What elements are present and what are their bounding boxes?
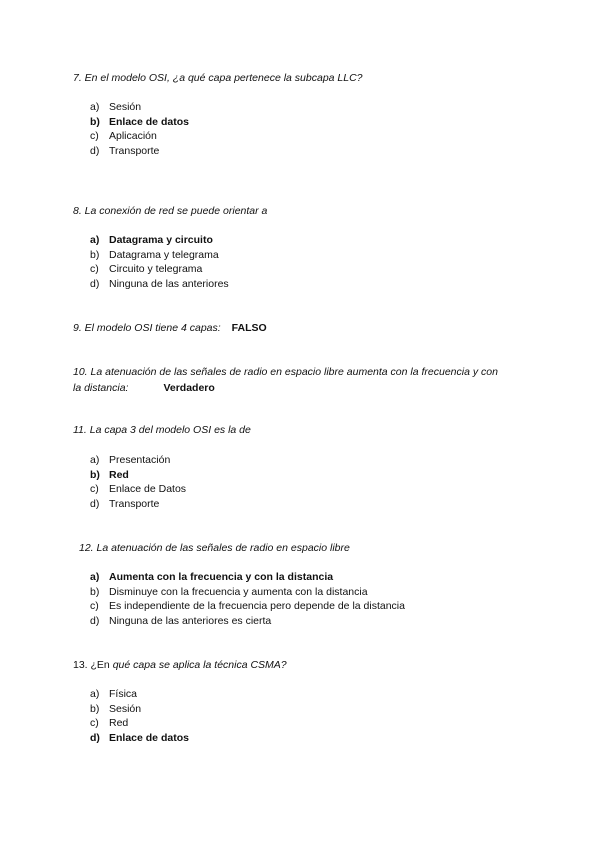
option-7d: d) Transporte bbox=[90, 145, 160, 158]
option-12a: a) Aumenta con la frecuencia y con la distancia bbox=[90, 571, 334, 583]
question-13-prefix: 13. ¿En bbox=[73, 659, 110, 671]
question-13-text: qué capa se aplica la técnica CSMA? bbox=[112, 659, 287, 671]
option-8c: c) Circuito y telegrama bbox=[90, 263, 203, 276]
option-13d: d) Enlace de datos bbox=[90, 732, 189, 745]
question-12-text: 12. La atenuación de las señales de radio en espacio libre bbox=[79, 542, 350, 554]
question-9-answer: FALSO bbox=[231, 322, 267, 334]
question-9-text: 9. El modelo OSI tiene 4 capas: bbox=[73, 322, 221, 334]
question-7-text: 7. En el modelo OSI, ¿a qué capa pertenece la subcapa LLC? bbox=[73, 72, 363, 84]
option-8d: d) Ninguna de las anteriores bbox=[90, 278, 229, 291]
question-7-options bbox=[90, 100, 189, 159]
question-10 bbox=[73, 364, 498, 396]
question-13-options bbox=[90, 687, 189, 746]
question-11-text: 11. La capa 3 del modelo OSI es la de bbox=[73, 424, 251, 436]
question-8-options bbox=[90, 233, 229, 292]
option-13b: b) Sesión bbox=[90, 702, 142, 715]
question-7 bbox=[73, 70, 363, 86]
option-11c: c) Enlace de Datos bbox=[90, 483, 187, 496]
option-12b: b) Disminuye con la frecuencia y aumenta con la distancia bbox=[90, 585, 368, 598]
question-12 bbox=[79, 540, 350, 556]
question-8 bbox=[73, 203, 267, 219]
option-13c: c) Red bbox=[90, 717, 129, 730]
question-11-options bbox=[90, 453, 186, 512]
question-8-text: 8. La conexión de red se puede orientar a bbox=[73, 205, 268, 217]
question-9 bbox=[73, 320, 267, 336]
option-7b: b) Enlace de datos bbox=[90, 115, 189, 128]
option-11b: b) Red bbox=[90, 468, 129, 481]
option-8a: a) Datagrama y circuito bbox=[90, 234, 213, 246]
option-11a: a) Presentación bbox=[90, 454, 171, 466]
option-12c: c) Es independiente de la frecuencia pero depende de la distancia bbox=[90, 600, 405, 613]
question-11 bbox=[73, 422, 251, 438]
option-7a: a) Sesión bbox=[90, 101, 142, 113]
option-8b: b) Datagrama y telegrama bbox=[90, 248, 219, 261]
question-10-answer: Verdadero bbox=[163, 382, 215, 394]
option-7c: c) Aplicación bbox=[90, 130, 157, 143]
option-13a: a) Física bbox=[90, 688, 138, 700]
question-10-text-line1: 10. La atenuación de las señales de radio en espacio libre aumenta con la frecuencia y con bbox=[73, 366, 498, 378]
question-12-options bbox=[90, 570, 405, 629]
question-10-text-line2: la distancia: bbox=[73, 382, 129, 394]
option-12d: d) Ninguna de las anteriores es cierta bbox=[90, 615, 272, 628]
question-13 bbox=[73, 657, 287, 673]
option-11d: d) Transporte bbox=[90, 498, 160, 511]
